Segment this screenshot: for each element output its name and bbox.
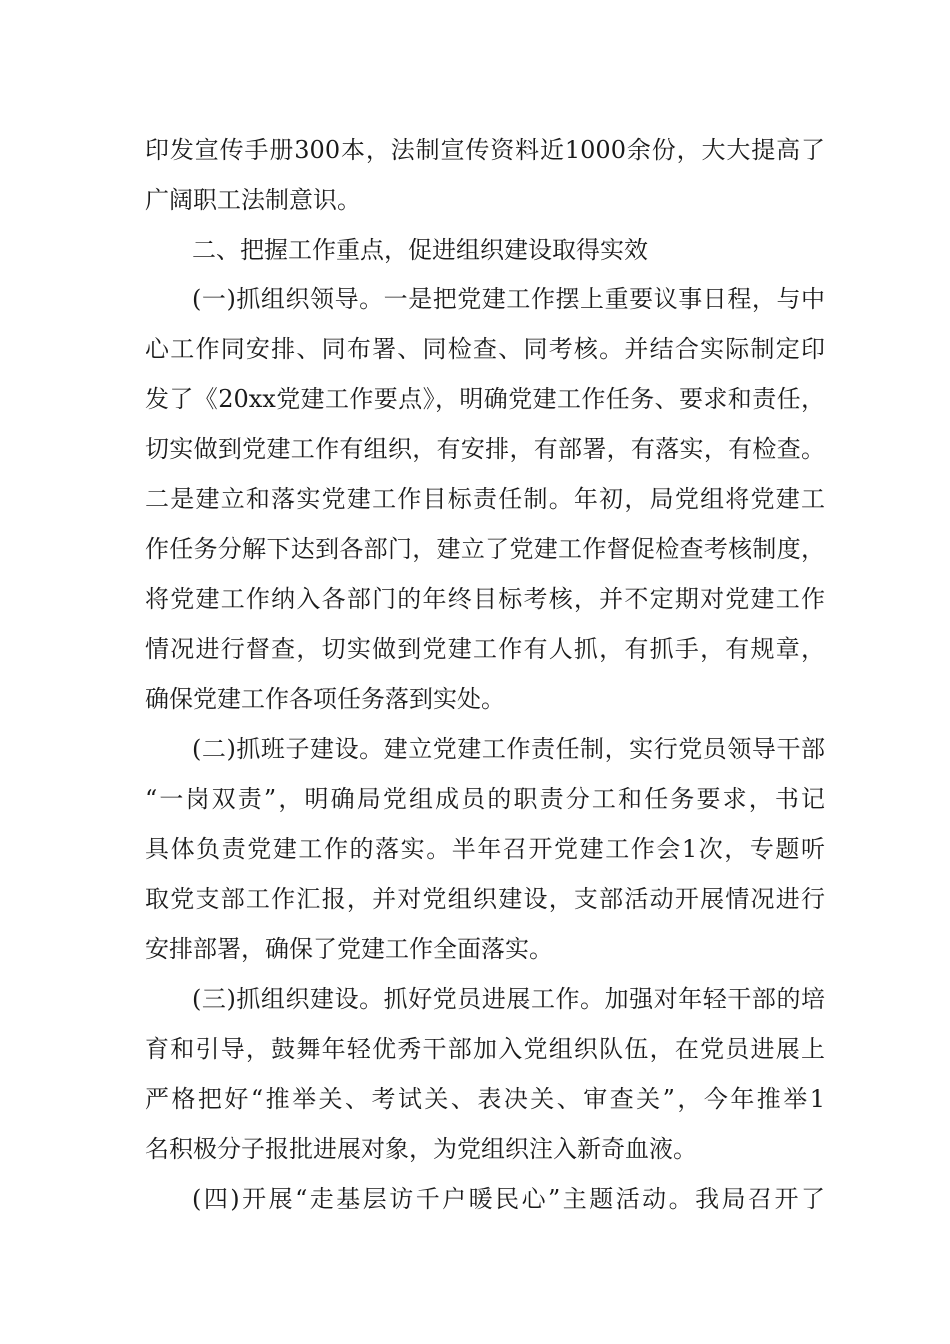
text-line: 切实做到党建工作有组织，有安排，有部署，有落实，有检查。 bbox=[145, 435, 825, 463]
section-heading: 二、把握工作重点，促进组织建设取得实效 bbox=[192, 236, 648, 264]
text-line: 发了《20xx党建工作要点》，明确党建工作任务、要求和责任， bbox=[145, 385, 825, 413]
text-line: (二)抓班子建设。建立党建工作责任制，实行党员领导干部 bbox=[192, 735, 825, 763]
text-line: 将党建工作纳入各部门的年终目标考核，并不定期对党建工作 bbox=[145, 585, 825, 613]
text-line: 确保党建工作各项任务落到实处。 bbox=[145, 685, 505, 713]
text-line: 取党支部工作汇报，并对党组织建设，支部活动开展情况进行 bbox=[145, 885, 825, 913]
text-line: (四)开展“走基层访千户暖民心”主题活动。我局召开了 bbox=[192, 1185, 825, 1213]
text-line: 名积极分子报批进展对象，为党组织注入新奇血液。 bbox=[145, 1135, 697, 1163]
text-line: (一)抓组织领导。一是把党建工作摆上重要议事日程，与中 bbox=[192, 285, 825, 313]
text-line: 广阔职工法制意识。 bbox=[145, 186, 361, 214]
text-line: 印发宣传手册300本，法制宣传资料近1000余份，大大提高了 bbox=[145, 136, 825, 164]
text-line: 安排部署，确保了党建工作全面落实。 bbox=[145, 935, 553, 963]
text-line: 严格把好“推举关、考试关、表决关、审查关”，今年推举1 bbox=[145, 1085, 825, 1113]
text-line: 情况进行督查，切实做到党建工作有人抓，有抓手，有规章， bbox=[145, 635, 825, 663]
text-line: 育和引导，鼓舞年轻优秀干部加入党组织队伍，在党员进展上 bbox=[145, 1035, 825, 1063]
text-line: 二是建立和落实党建工作目标责任制。年初，局党组将党建工 bbox=[145, 485, 825, 513]
text-line: 作任务分解下达到各部门，建立了党建工作督促检查考核制度， bbox=[145, 535, 825, 563]
text-line: “一岗双责”，明确局党组成员的职责分工和任务要求，书记 bbox=[145, 785, 825, 813]
text-line: 具体负责党建工作的落实。半年召开党建工作会1次，专题听 bbox=[145, 835, 825, 863]
text-line: 心工作同安排、同布署、同检查、同考核。并结合实际制定印 bbox=[145, 335, 825, 363]
text-line: (三)抓组织建设。抓好党员进展工作。加强对年轻干部的培 bbox=[192, 985, 825, 1013]
